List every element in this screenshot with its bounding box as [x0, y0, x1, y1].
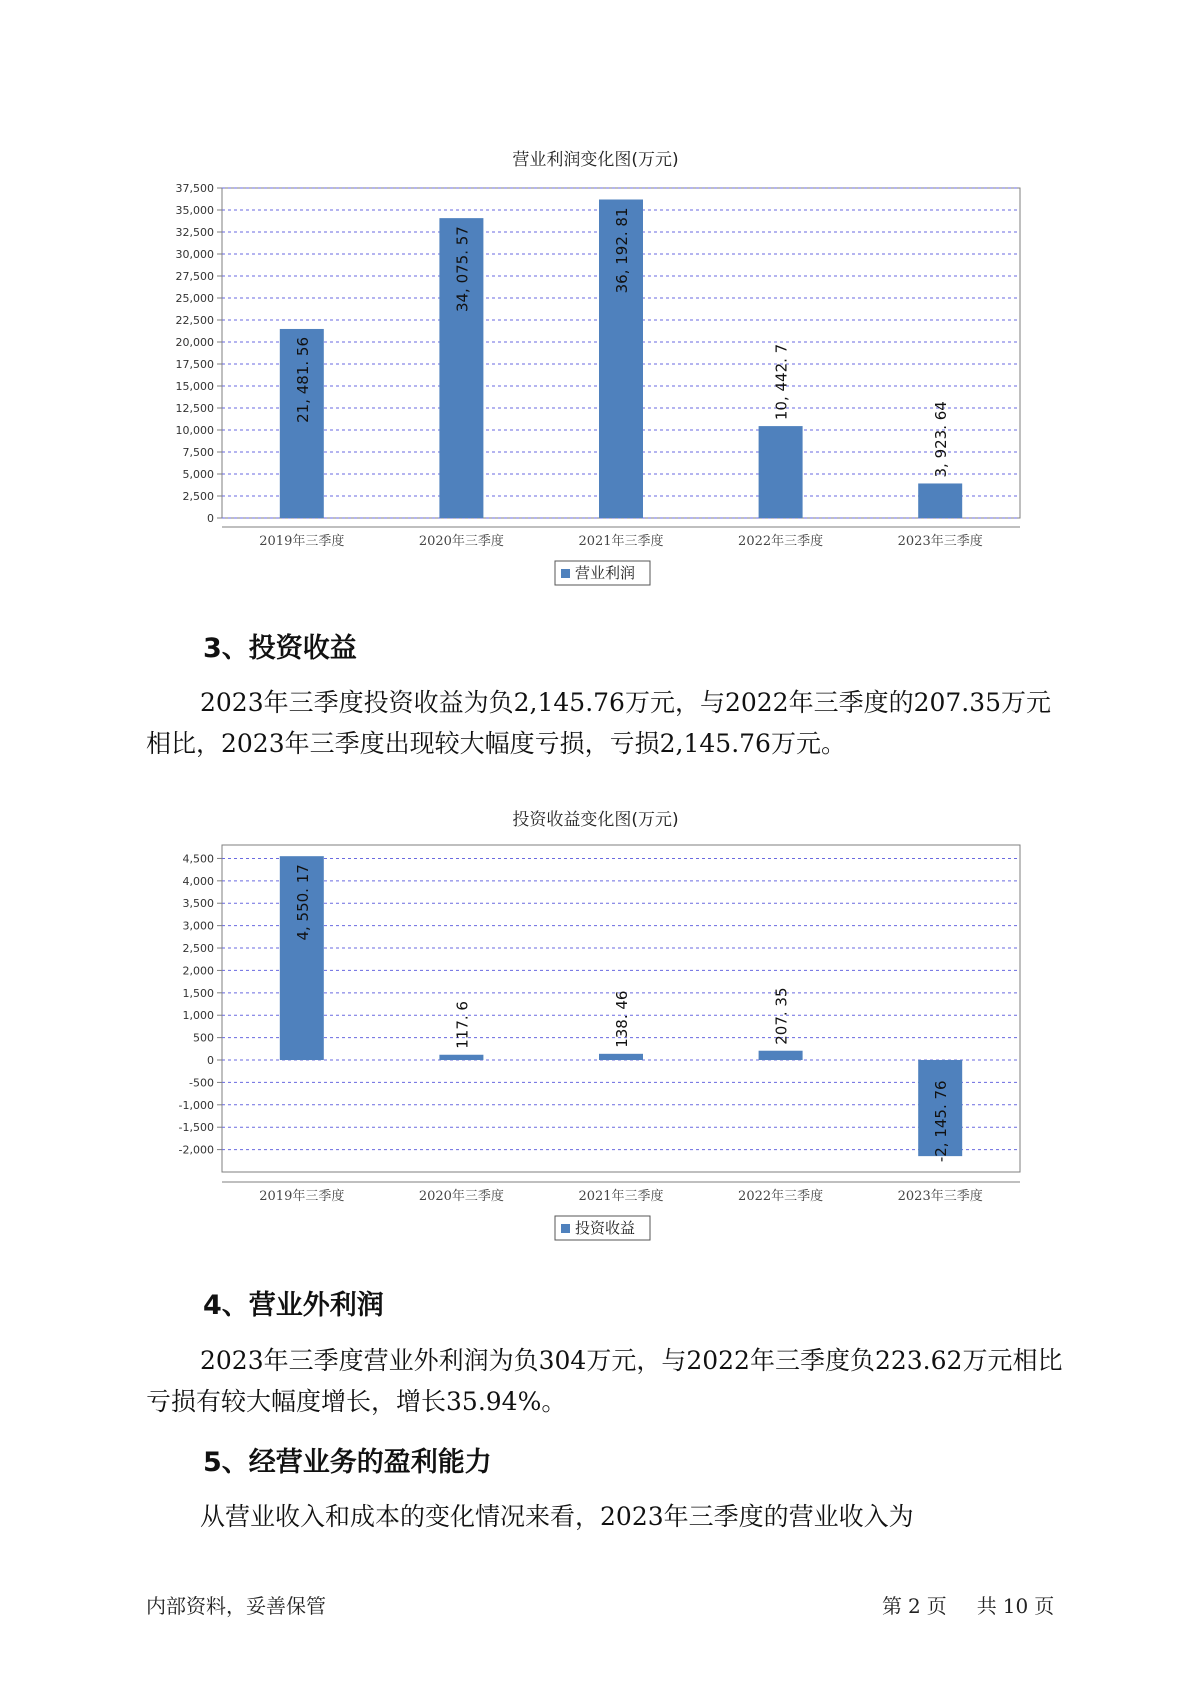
y-tick-label: 2,500	[182, 490, 214, 503]
legend-label: 营业利润	[575, 564, 636, 582]
y-tick-label: -1,500	[178, 1121, 214, 1135]
chart-2-title: 投资收益变化图(万元)	[512, 810, 679, 830]
y-tick-label: 1,000	[182, 1009, 214, 1023]
x-tick-label: 2022年三季度	[738, 534, 824, 549]
x-tick-label: 2023年三季度	[897, 1189, 983, 1204]
footer-total-unit: 页	[1034, 1594, 1055, 1618]
footer-total-prefix: 共	[976, 1594, 997, 1618]
bar-4	[759, 426, 803, 518]
x-tick-label: 2021年三季度	[578, 534, 664, 549]
y-tick-label: 4,500	[182, 852, 214, 866]
footer-total-num: 10	[1002, 1594, 1029, 1618]
y-tick-label: 0	[207, 512, 214, 525]
x-tick-label: 2022年三季度	[738, 1189, 824, 1204]
section-4-heading: 4、营业外利润	[203, 1290, 384, 1321]
footer-page-num: 2	[908, 1594, 921, 1618]
y-tick-label: 25,000	[175, 292, 214, 305]
data-label-4: 207. 35	[772, 987, 791, 1045]
data-label-5: -2, 145. 76	[932, 1080, 951, 1163]
y-tick-label: 4,000	[182, 874, 214, 888]
section-3-paragraph: 2023年三季度投资收益为负2,145.76万元，与2022年三季度的207.35万元相比，2023年三季度出现较大幅度亏损，亏损2,145.76万元。	[146, 688, 1052, 758]
investment-income-chart	[0, 832, 1191, 1252]
y-tick-label: 30,000	[175, 248, 214, 261]
y-tick-label: 10,000	[175, 424, 214, 437]
y-tick-label: 500	[193, 1031, 214, 1045]
x-tick-label: 2023年三季度	[897, 534, 983, 549]
y-tick-label: 35,000	[175, 204, 214, 217]
data-label-2: 117. 6	[453, 1001, 472, 1049]
data-label-2: 34, 075. 57	[453, 226, 472, 313]
data-label-4: 10, 442. 7	[772, 343, 791, 421]
data-label-3: 36, 192. 81	[613, 207, 631, 294]
y-tick-label: 0	[207, 1054, 214, 1068]
data-label-1: 4, 550. 17	[293, 864, 312, 941]
y-tick-label: 12,500	[175, 402, 214, 415]
y-tick-label: 27,500	[175, 270, 214, 283]
bar-5	[918, 483, 962, 518]
y-tick-label: 1,500	[182, 986, 214, 1000]
bar-3	[599, 1054, 643, 1060]
y-tick-label: 5,000	[182, 468, 214, 481]
bar-2	[439, 1055, 483, 1060]
legend-label: 投资收益	[575, 1219, 636, 1237]
x-tick-label: 2020年三季度	[418, 1189, 504, 1204]
footer-page-prefix: 第	[882, 1594, 902, 1618]
y-tick-label: 3,000	[182, 919, 214, 933]
section-4-paragraph: 2023年三季度营业外利润为负304万元，与2022年三季度负223.62万元相比亏损有较大幅度增长，增长35.94%。	[146, 1346, 1063, 1416]
y-tick-label: 3,500	[182, 897, 214, 911]
y-tick-label: 15,000	[175, 380, 214, 393]
x-tick-label: 2021年三季度	[578, 1189, 664, 1204]
data-label-3: 138. 46	[613, 990, 631, 1048]
section-5-paragraph: 从营业收入和成本的变化情况来看，2023年三季度的营业收入为	[200, 1502, 914, 1531]
operating-profit-chart	[0, 175, 1191, 595]
y-tick-label: 2,000	[182, 964, 214, 978]
data-label-1: 21, 481. 56	[293, 336, 312, 423]
data-label-5: 3, 923. 64	[932, 401, 951, 478]
legend-swatch	[561, 1224, 570, 1233]
x-tick-label: 2020年三季度	[418, 534, 504, 549]
bar-4	[759, 1051, 803, 1060]
y-tick-label: -1,000	[178, 1098, 214, 1112]
section-3-heading: 3、投资收益	[203, 633, 357, 664]
x-tick-label: 2019年三季度	[259, 1189, 345, 1204]
y-tick-label: 7,500	[182, 446, 214, 459]
y-tick-label: 37,500	[175, 182, 214, 195]
y-tick-label: -2,000	[178, 1143, 214, 1157]
section-5-heading: 5、经营业务的盈利能力	[203, 1447, 492, 1478]
legend-swatch	[561, 569, 570, 578]
footer-confidential: 内部资料，妥善保管	[146, 1594, 326, 1618]
y-tick-label: 20,000	[175, 336, 214, 349]
footer-page-unit: 页	[926, 1594, 947, 1618]
y-tick-label: 22,500	[175, 314, 214, 327]
footer-page-info	[882, 1590, 1054, 1619]
y-tick-label: 2,500	[182, 942, 214, 956]
y-tick-label: -500	[189, 1076, 214, 1090]
y-tick-label: 32,500	[175, 226, 214, 239]
x-tick-label: 2019年三季度	[259, 534, 345, 549]
chart-1-title: 营业利润变化图(万元)	[512, 150, 679, 170]
y-tick-label: 17,500	[175, 358, 214, 371]
